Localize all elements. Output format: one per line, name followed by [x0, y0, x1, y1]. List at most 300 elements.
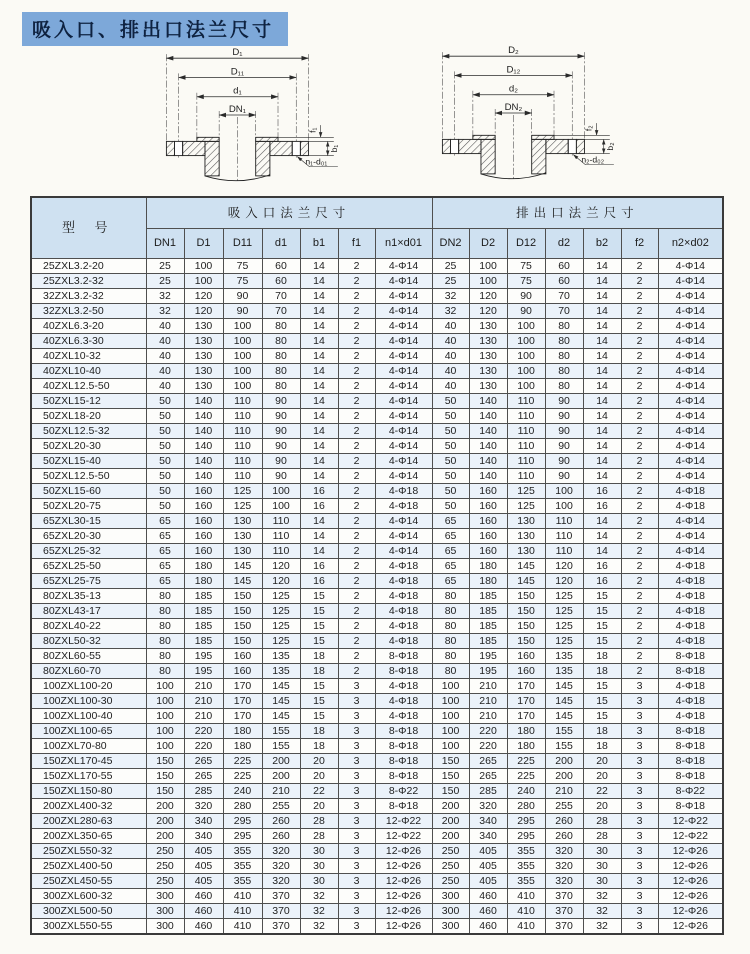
- dimension-cell: 125: [507, 484, 545, 499]
- dimension-cell: 130: [184, 364, 223, 379]
- dimension-cell: 8-Φ18: [658, 649, 723, 664]
- table-row: [31, 439, 723, 454]
- dimension-cell: 285: [184, 784, 223, 799]
- dim-label-f: f₂: [583, 125, 594, 132]
- dimension-cell: 120: [545, 574, 583, 589]
- dimension-cell: 18: [583, 739, 621, 754]
- dimension-cell: 120: [545, 559, 583, 574]
- column-header-d1: D1: [184, 229, 223, 259]
- table-row: [31, 274, 723, 289]
- dimension-cell: 3: [338, 769, 375, 784]
- dimension-cell: 3: [621, 799, 658, 814]
- dimension-cell: 2: [338, 364, 375, 379]
- model-cell: 200ZXL400-32: [31, 799, 146, 814]
- dimension-cell: 110: [223, 454, 262, 469]
- dimension-cell: 100: [545, 499, 583, 514]
- dimension-cell: 14: [300, 544, 338, 559]
- dimension-cell: 2: [338, 289, 375, 304]
- dimension-cell: 4-Φ14: [658, 529, 723, 544]
- dimension-cell: 3: [621, 694, 658, 709]
- column-header-d1-small: d1: [262, 229, 300, 259]
- dimension-cell: 90: [545, 409, 583, 424]
- dimension-cell: 2: [338, 544, 375, 559]
- dimension-cell: 15: [583, 634, 621, 649]
- dimension-cell: 80: [432, 604, 469, 619]
- dimension-cell: 80: [262, 319, 300, 334]
- dimension-cell: 4-Φ18: [375, 559, 432, 574]
- dimension-cell: 210: [184, 679, 223, 694]
- table-row: [31, 349, 723, 364]
- discharge-flange-diagram: [416, 42, 621, 187]
- dimension-cell: 100: [432, 679, 469, 694]
- dimension-cell: 32: [583, 889, 621, 904]
- dimension-cell: 170: [507, 694, 545, 709]
- dimension-cell: 210: [184, 694, 223, 709]
- dimension-cell: 16: [300, 484, 338, 499]
- dimension-cell: 12-Φ26: [375, 889, 432, 904]
- model-cell: 250ZXL550-32: [31, 844, 146, 859]
- dimension-cell: 90: [545, 439, 583, 454]
- dimension-cell: 80: [146, 649, 184, 664]
- dimension-cell: 185: [184, 589, 223, 604]
- dimension-cell: 4-Φ14: [658, 319, 723, 334]
- dimension-cell: 180: [469, 559, 507, 574]
- dimension-cell: 3: [338, 889, 375, 904]
- dimension-cell: 180: [223, 724, 262, 739]
- model-cell: 150ZXL170-55: [31, 769, 146, 784]
- dimension-cell: 100: [432, 739, 469, 754]
- dimension-cell: 220: [469, 724, 507, 739]
- dimension-cell: 100: [432, 694, 469, 709]
- dimension-cell: 90: [545, 469, 583, 484]
- dimension-cell: 265: [469, 754, 507, 769]
- dimension-cell: 60: [545, 259, 583, 274]
- dimension-cell: 100: [146, 709, 184, 724]
- dimension-cell: 150: [507, 604, 545, 619]
- dimension-cell: 12-Φ26: [658, 904, 723, 919]
- dimension-cell: 150: [223, 604, 262, 619]
- dimension-cell: 30: [583, 874, 621, 889]
- dimension-cell: 2: [338, 409, 375, 424]
- dimension-cell: 14: [583, 469, 621, 484]
- dimension-cell: 14: [300, 319, 338, 334]
- model-cell: 80ZXL43-17: [31, 604, 146, 619]
- dimension-cell: 120: [469, 304, 507, 319]
- dimension-cell: 100: [507, 379, 545, 394]
- dimension-cell: 8-Φ18: [375, 754, 432, 769]
- dimension-cell: 40: [146, 379, 184, 394]
- dimension-cell: 140: [184, 409, 223, 424]
- model-cell: 200ZXL280-63: [31, 814, 146, 829]
- dimension-cell: 100: [223, 379, 262, 394]
- dimension-cell: 110: [545, 544, 583, 559]
- dimension-cell: 295: [223, 829, 262, 844]
- column-header-d2: D2: [469, 229, 507, 259]
- dimension-cell: 180: [184, 559, 223, 574]
- dimension-cell: 32: [432, 289, 469, 304]
- dimension-cell: 110: [223, 424, 262, 439]
- dimension-cell: 80: [545, 364, 583, 379]
- dimension-cell: 150: [432, 784, 469, 799]
- dimension-cell: 195: [184, 664, 223, 679]
- dimension-cell: 2: [621, 274, 658, 289]
- dimension-cell: 12-Φ26: [658, 874, 723, 889]
- dimension-cell: 40: [432, 319, 469, 334]
- dimension-cell: 260: [545, 814, 583, 829]
- dim-label-bolt-holes: n₁-d₀₁: [305, 156, 328, 167]
- model-cell: 50ZXL20-30: [31, 439, 146, 454]
- dimension-cell: 2: [338, 619, 375, 634]
- dimension-cell: 370: [262, 889, 300, 904]
- dimension-cell: 120: [262, 574, 300, 589]
- dimension-cell: 140: [469, 469, 507, 484]
- dimension-cell: 90: [262, 409, 300, 424]
- dimension-cell: 15: [300, 709, 338, 724]
- dimension-cell: 75: [507, 274, 545, 289]
- dimension-cell: 4-Φ18: [658, 484, 723, 499]
- dimension-cell: 50: [146, 499, 184, 514]
- dimension-cell: 355: [223, 859, 262, 874]
- dimension-cell: 250: [146, 859, 184, 874]
- dimension-cell: 2: [338, 379, 375, 394]
- dimension-cell: 2: [338, 604, 375, 619]
- dimension-cell: 18: [300, 724, 338, 739]
- dimension-cell: 2: [621, 334, 658, 349]
- dimension-cell: 3: [338, 739, 375, 754]
- dimension-cell: 16: [300, 574, 338, 589]
- dimension-cell: 4-Φ18: [658, 709, 723, 724]
- dimension-cell: 320: [262, 844, 300, 859]
- dimension-cell: 125: [507, 499, 545, 514]
- dimension-cell: 155: [545, 739, 583, 754]
- table-row: [31, 589, 723, 604]
- dimension-cell: 160: [184, 484, 223, 499]
- dimension-cell: 80: [146, 619, 184, 634]
- dimension-cell: 4-Φ18: [375, 574, 432, 589]
- dimension-cell: 4-Φ14: [658, 469, 723, 484]
- dimension-cell: 70: [262, 289, 300, 304]
- suction-group-header: 吸入口法兰尺寸: [146, 197, 432, 229]
- dimension-cell: 14: [300, 379, 338, 394]
- model-cell: 150ZXL150-80: [31, 784, 146, 799]
- dimension-cell: 160: [223, 664, 262, 679]
- dimension-cell: 12-Φ22: [658, 814, 723, 829]
- dimension-cell: 14: [300, 274, 338, 289]
- column-header-f1: f1: [338, 229, 375, 259]
- dimension-cell: 340: [184, 814, 223, 829]
- dimension-cell: 12-Φ26: [658, 919, 723, 935]
- dimension-cell: 4-Φ14: [658, 304, 723, 319]
- dimension-cell: 155: [545, 724, 583, 739]
- dimension-cell: 12-Φ26: [658, 859, 723, 874]
- dimension-cell: 100: [146, 739, 184, 754]
- dimension-cell: 210: [545, 784, 583, 799]
- dimension-cell: 2: [621, 319, 658, 334]
- dimension-cell: 50: [432, 484, 469, 499]
- dimension-cell: 130: [469, 319, 507, 334]
- dimension-cell: 16: [583, 484, 621, 499]
- model-cell: 40ZXL6.3-20: [31, 319, 146, 334]
- dimension-cell: 15: [300, 679, 338, 694]
- dimension-cell: 130: [469, 349, 507, 364]
- dimension-cell: 4-Φ18: [375, 589, 432, 604]
- dimension-cell: 30: [300, 844, 338, 859]
- dimension-cell: 220: [469, 739, 507, 754]
- dimension-cell: 2: [338, 499, 375, 514]
- dimension-cell: 16: [300, 499, 338, 514]
- dimension-cell: 12-Φ26: [658, 889, 723, 904]
- dimension-cell: 125: [262, 634, 300, 649]
- dimension-cell: 460: [184, 889, 223, 904]
- dimension-cell: 32: [583, 904, 621, 919]
- dimension-cell: 60: [262, 274, 300, 289]
- table-row: [31, 544, 723, 559]
- dimension-cell: 460: [469, 904, 507, 919]
- model-cell: 250ZXL400-50: [31, 859, 146, 874]
- table-row: [31, 364, 723, 379]
- dimension-cell: 135: [262, 649, 300, 664]
- dimension-cell: 220: [184, 739, 223, 754]
- dimension-cell: 3: [621, 874, 658, 889]
- dimension-cell: 50: [146, 409, 184, 424]
- dimension-cell: 160: [507, 664, 545, 679]
- dimension-cell: 90: [507, 289, 545, 304]
- dimension-cell: 130: [469, 364, 507, 379]
- dimension-cell: 2: [338, 334, 375, 349]
- table-row: [31, 889, 723, 904]
- table-row: [31, 679, 723, 694]
- column-header-n2xd02: n2×d02: [658, 229, 723, 259]
- dimension-cell: 90: [223, 304, 262, 319]
- dimension-cell: 28: [300, 829, 338, 844]
- dimension-cell: 405: [469, 859, 507, 874]
- dimension-cell: 4-Φ14: [658, 394, 723, 409]
- model-cell: 65ZXL30-15: [31, 514, 146, 529]
- table-row: [31, 529, 723, 544]
- dimension-cell: 50: [432, 499, 469, 514]
- dimension-cell: 2: [621, 364, 658, 379]
- table-row: [31, 874, 723, 889]
- dimension-cell: 3: [621, 919, 658, 935]
- dimension-cell: 8-Φ18: [658, 664, 723, 679]
- dimension-cell: 80: [432, 634, 469, 649]
- dimension-cell: 100: [469, 274, 507, 289]
- dimension-cell: 65: [146, 529, 184, 544]
- dimension-cell: 50: [146, 424, 184, 439]
- dimension-cell: 3: [621, 769, 658, 784]
- model-cell: 40ZXL12.5-50: [31, 379, 146, 394]
- dimension-cell: 110: [545, 514, 583, 529]
- dimension-cell: 80: [432, 619, 469, 634]
- column-header-d2-small: d2: [545, 229, 583, 259]
- dimension-cell: 185: [469, 634, 507, 649]
- dimension-cell: 4-Φ18: [658, 694, 723, 709]
- dimension-cell: 225: [507, 754, 545, 769]
- dimension-cell: 14: [300, 394, 338, 409]
- dimension-cell: 370: [545, 904, 583, 919]
- dimension-cell: 4-Φ14: [658, 379, 723, 394]
- dimension-cell: 110: [545, 529, 583, 544]
- dimension-cell: 4-Φ18: [658, 559, 723, 574]
- dimension-cell: 2: [621, 379, 658, 394]
- dimension-cell: 15: [300, 619, 338, 634]
- dimension-cell: 14: [300, 424, 338, 439]
- dimension-cell: 410: [223, 889, 262, 904]
- dimension-cell: 80: [262, 334, 300, 349]
- dimension-cell: 12-Φ22: [658, 829, 723, 844]
- dimension-cell: 340: [469, 814, 507, 829]
- dimension-cell: 80: [262, 349, 300, 364]
- dimension-cell: 3: [621, 844, 658, 859]
- dimension-cell: 140: [469, 454, 507, 469]
- dimension-cell: 150: [146, 784, 184, 799]
- dimension-cell: 25: [146, 259, 184, 274]
- table-row: [31, 904, 723, 919]
- table-row: [31, 799, 723, 814]
- dimension-cell: 3: [338, 679, 375, 694]
- dimension-cell: 200: [262, 769, 300, 784]
- dimension-cell: 4-Φ18: [658, 634, 723, 649]
- dimension-cell: 150: [432, 754, 469, 769]
- discharge-flange-drawing: [416, 42, 621, 182]
- dimension-cell: 355: [507, 859, 545, 874]
- dimension-cell: 135: [262, 664, 300, 679]
- dimension-cell: 320: [545, 844, 583, 859]
- dimension-cell: 3: [338, 709, 375, 724]
- dimension-cell: 180: [223, 739, 262, 754]
- dimension-cell: 2: [338, 454, 375, 469]
- dimension-cell: 2: [621, 574, 658, 589]
- dimension-cell: 14: [583, 514, 621, 529]
- dimension-cell: 2: [621, 424, 658, 439]
- dim-label-outer: D₁: [232, 47, 243, 59]
- dimension-cell: 4-Φ14: [375, 409, 432, 424]
- table-row: [31, 709, 723, 724]
- dimension-cell: 14: [583, 529, 621, 544]
- dimension-cell: 150: [223, 589, 262, 604]
- dimension-cell: 110: [507, 424, 545, 439]
- dimension-cell: 18: [583, 649, 621, 664]
- dimension-cell: 3: [338, 724, 375, 739]
- dimension-cell: 125: [545, 619, 583, 634]
- dimension-cell: 30: [583, 859, 621, 874]
- dimension-cell: 300: [432, 889, 469, 904]
- dimension-cell: 4-Φ14: [375, 439, 432, 454]
- dimension-cell: 3: [621, 724, 658, 739]
- dimension-cell: 15: [300, 634, 338, 649]
- dimension-cell: 160: [184, 529, 223, 544]
- dimension-cell: 185: [184, 604, 223, 619]
- dimension-cell: 220: [184, 724, 223, 739]
- dimension-cell: 16: [300, 559, 338, 574]
- dimension-cell: 320: [545, 874, 583, 889]
- dimension-cell: 370: [262, 904, 300, 919]
- flange-dimensions-table: [30, 196, 724, 935]
- table-row: [31, 319, 723, 334]
- dimension-cell: 145: [223, 574, 262, 589]
- dimension-cell: 100: [432, 724, 469, 739]
- dimension-cell: 125: [262, 604, 300, 619]
- dimension-cell: 12-Φ26: [375, 874, 432, 889]
- dimension-cell: 170: [223, 694, 262, 709]
- dimension-cell: 250: [146, 844, 184, 859]
- dimension-cell: 4-Φ14: [375, 274, 432, 289]
- table-row: [31, 754, 723, 769]
- dimension-cell: 280: [223, 799, 262, 814]
- dimension-cell: 110: [507, 469, 545, 484]
- dimension-cell: 160: [469, 529, 507, 544]
- dimension-cell: 100: [223, 364, 262, 379]
- dimension-cell: 32: [146, 289, 184, 304]
- dimension-cell: 14: [300, 364, 338, 379]
- dimension-cell: 65: [432, 544, 469, 559]
- model-cell: 300ZXL550-55: [31, 919, 146, 935]
- dimension-cell: 200: [432, 799, 469, 814]
- dimension-cell: 160: [469, 544, 507, 559]
- dimension-cell: 265: [184, 754, 223, 769]
- dimension-cell: 140: [184, 424, 223, 439]
- dimension-cell: 50: [146, 469, 184, 484]
- dimension-cell: 125: [262, 619, 300, 634]
- dimension-cell: 4-Φ18: [658, 589, 723, 604]
- dimension-cell: 200: [545, 754, 583, 769]
- dimension-cell: 28: [583, 814, 621, 829]
- model-cell: 300ZXL600-32: [31, 889, 146, 904]
- dimension-cell: 14: [583, 454, 621, 469]
- dimension-cell: 2: [621, 439, 658, 454]
- dimension-cell: 12-Φ26: [375, 919, 432, 935]
- dimension-cell: 160: [184, 499, 223, 514]
- dimension-cell: 200: [262, 754, 300, 769]
- dimension-cell: 2: [338, 259, 375, 274]
- dimension-cell: 14: [300, 259, 338, 274]
- dimension-cell: 90: [262, 469, 300, 484]
- dimension-cell: 18: [583, 664, 621, 679]
- dimension-cell: 170: [507, 709, 545, 724]
- dimension-cell: 295: [507, 829, 545, 844]
- dimension-cell: 2: [338, 484, 375, 499]
- dimension-cell: 150: [507, 589, 545, 604]
- dimension-cell: 8-Φ18: [375, 649, 432, 664]
- dimension-cell: 410: [507, 889, 545, 904]
- dimension-cell: 340: [184, 829, 223, 844]
- dimension-cell: 14: [583, 319, 621, 334]
- dimension-cell: 185: [184, 634, 223, 649]
- dimension-cell: 14: [300, 349, 338, 364]
- dimension-cell: 4-Φ14: [375, 319, 432, 334]
- dimension-cell: 4-Φ14: [375, 529, 432, 544]
- dimension-cell: 14: [583, 409, 621, 424]
- dim-label-f: f₁: [307, 127, 318, 133]
- dimension-cell: 410: [223, 904, 262, 919]
- dimension-cell: 75: [223, 259, 262, 274]
- dim-label-bore: DN₁: [228, 103, 247, 115]
- dimension-cell: 40: [432, 379, 469, 394]
- dimension-cell: 90: [545, 454, 583, 469]
- dimension-cell: 250: [432, 844, 469, 859]
- dimension-cell: 130: [184, 349, 223, 364]
- dimension-cell: 145: [262, 709, 300, 724]
- dimension-cell: 130: [469, 334, 507, 349]
- dimension-cell: 140: [184, 394, 223, 409]
- model-cell: 32ZXL3.2-32: [31, 289, 146, 304]
- model-column-header: 型 号: [31, 197, 146, 259]
- dimension-cell: 100: [432, 709, 469, 724]
- dimension-cell: 185: [184, 619, 223, 634]
- dimension-cell: 3: [621, 859, 658, 874]
- dim-label-bolt-circle: D₁₁: [230, 66, 245, 78]
- dimension-cell: 195: [469, 649, 507, 664]
